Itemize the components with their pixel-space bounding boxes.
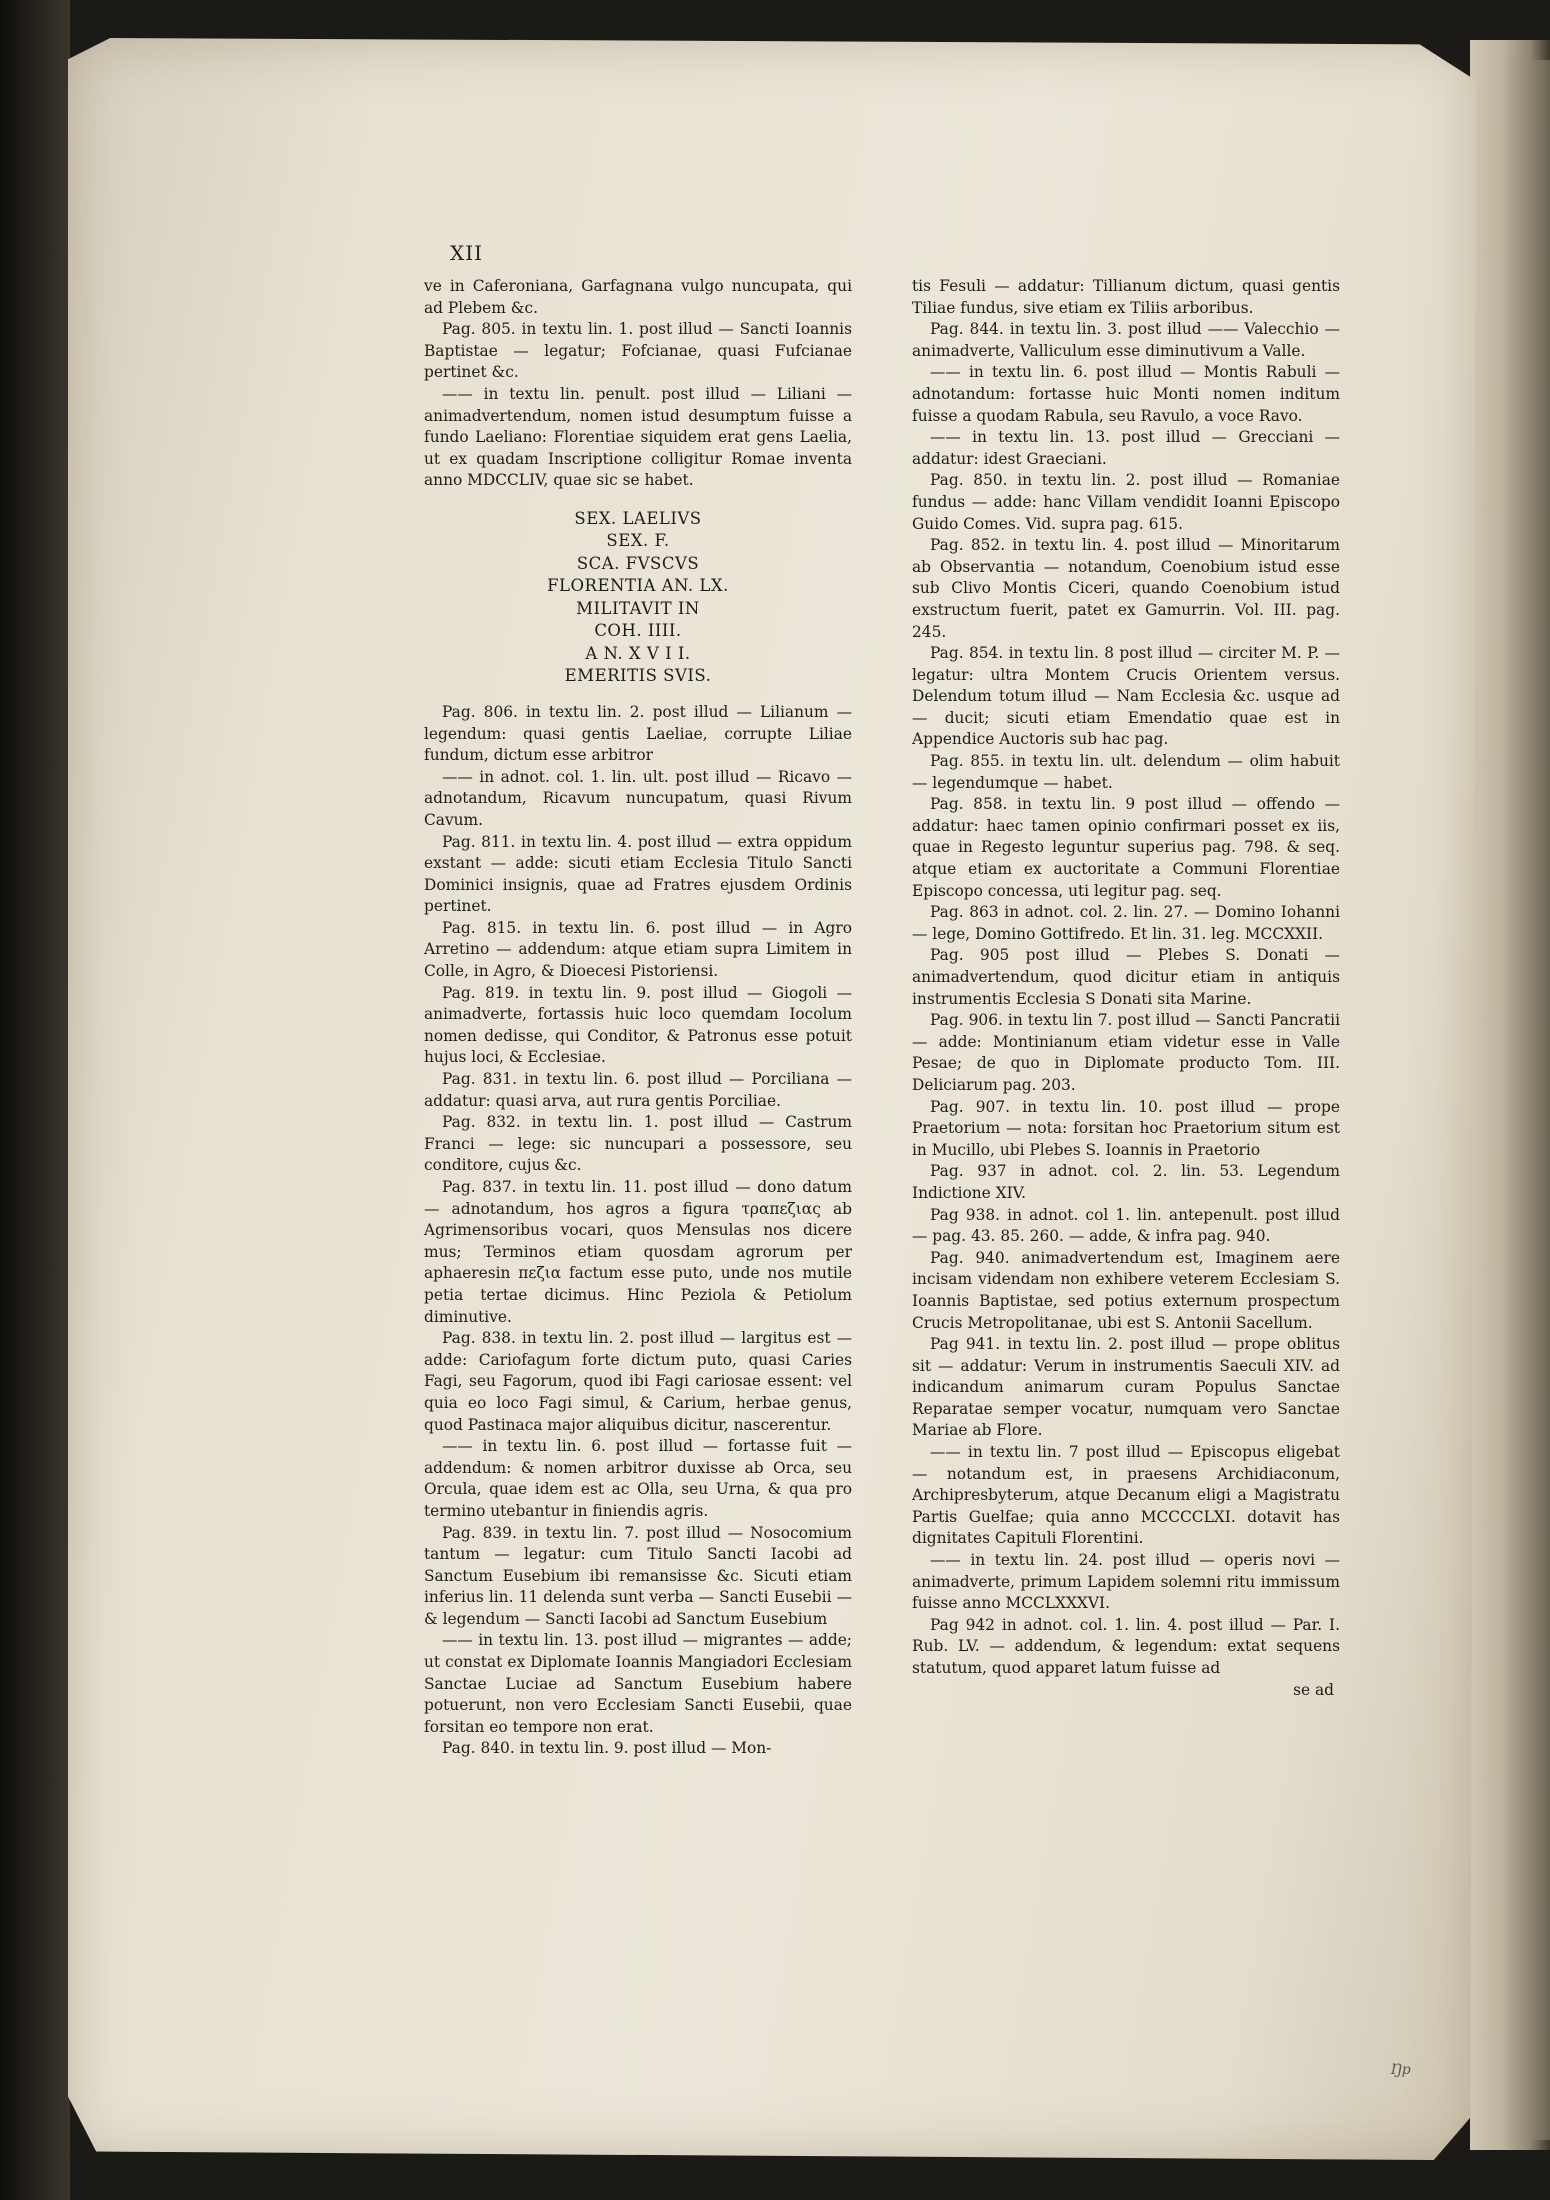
paragraph: Pag. 844. in textu lin. 3. post illud —— Valecchio — animadverte, Valliculum esse diminutivum a Valle. [912, 320, 1340, 360]
paragraph: Pag. 831. in textu lin. 6. post illud — Porciliana — addatur: quasi arva, aut rura gentis Porciliae. [424, 1070, 852, 1110]
paragraph: Pag. 837. in textu lin. 11. post illud — dono datum — adnotandum, hos agros a figura τραπεζιας ab Agrimensoribus vocari, quos Mensulas nos dicere mus; Terminos etiam quosdam agrorum per aphaeresin πεζια factum esse puto, unde nos mutile petia tertae dicimus. Hinc Peziola & Petiolum diminutive. [424, 1178, 852, 1326]
inscription-line: SEX. LAELIVS [574, 508, 702, 528]
paragraph: —— in textu lin. 13. post illud — Grecciani — addatur: idest Graeciani. [912, 428, 1340, 468]
paragraph: Pag. 811. in textu lin. 4. post illud — extra oppidum exstant — adde: sicuti etiam Ecclesia Titulo Sancti Dominici insignis, quae ad Fratres ejusdem Ordinis pertinet. [424, 832, 852, 916]
paragraph: Pag. 907. in textu lin. 10. post illud — prope Praetorium — nota: forsitan hoc Praetorium situm est in Mucillo, ubi Plebes S. Ioannis in Praetorio [912, 1097, 1340, 1159]
page-number: XII [450, 241, 484, 265]
paragraph: Pag. 819. in textu lin. 9. post illud — Giogoli — animadverte, fortassis huic loco quemdam Iocolum nomen dedisse, qui Conditor, & Patronus esse potuit hujus loci, & Ecclesiae. [424, 983, 852, 1067]
paragraph: tis Fesuli — addatur: Tillianum dictum, quasi gentis Tiliae fundus, sive etiam ex Tiliis arboribus. [912, 277, 1340, 317]
paragraph: —— in textu lin. penult. post illud — Liliani — animadvertendum, nomen istud desumptum fuisse a fundo Laeliano: Florentiae siquidem erat gens Laelia, ut ex quadam Inscriptione colligitur Romae inventa anno MDCCLIV, quae sic se habet. [424, 384, 852, 490]
inscription-line: SCA. FVSCVS [576, 553, 700, 573]
catchword: se ad [1293, 1680, 1334, 1699]
handwritten-signature: Ŋp [1390, 2062, 1411, 2078]
inscription-line: FLORENTIA AN. LX. [547, 576, 729, 596]
inscription-line: A N. X V I I. [585, 643, 691, 663]
paragraph: —— in textu lin. 6. post illud — fortasse fuit — addendum: & nomen arbitror duxisse ab Orca, seu Orcula, quae idem est ac Olla, seu Urna, & qua pro termino utebantur in finiendis agris. [424, 1437, 852, 1520]
paragraph: Pag. 863 in adnot. col. 2. lin. 27. — Domino Iohanni — lege, Domino Gottifredo. Et lin. 31. leg. MCCXXII. [912, 903, 1340, 943]
underlying-page-shadow [1505, 60, 1550, 2140]
paragraph: —— in textu lin. 13. post illud — migrantes — adde; ut constat ex Diplomate Ioannis Mangiadori Ecclesiam Sanctae Luciae ad Sanctum Eusebium habere potuerunt, non vero Ecclesiam Sancti Eusebii, quae forsitan eo tempore non erat. [424, 1631, 852, 1736]
paragraph: —— in textu lin. 6. post illud — Montis Rabuli — adnotandum: fortasse huic Monti nomen inditum fuisse a quodam Rabula, seu Ravulo, a voce Ravo. [912, 363, 1340, 425]
inscription-line: COH. IIII. [594, 621, 682, 641]
paragraph: Pag. 906. in textu lin 7. post illud — Sancti Pancratii — adde: Montinianum etiam videtur esse in Valle Pesae; de quo in Diplomate producto Tom. III. Deliciarum pag. 203. [912, 1011, 1340, 1094]
inscription-line: EMERITIS SVIS. [564, 666, 712, 686]
book-binding-edge [0, 0, 70, 2200]
right-column [912, 276, 1340, 1701]
paragraph: Pag 938. in adnot. col 1. lin. antepenult. post illud — pag. 43. 85. 260. — adde, & infra pag. 940. [912, 1205, 1340, 1246]
paragraph: Pag. 854. in textu lin. 8 post illud — circiter M. P. — legatur: ultra Montem Crucis Orientem versus. Delendum totum illud — Nam Ecclesia &c. usque ad — ducit; sicuti etiam Emendatio quae est in Appendice Auctoris sub hac pag. [912, 644, 1340, 749]
inscription-line: MILITAVIT IN [576, 598, 700, 618]
paragraph: Pag. 840. in textu lin. 9. post illud — Mon- [442, 1739, 772, 1758]
paragraph: Pag. 940. animadvertendum est, Imaginem aere incisam videndam non exhibere veterem Ecclesiam S. Ioannis Baptistae, sed potius externum prospectum Crucis Metropolitanae, ubi est S. Antonii Sacellum. [912, 1248, 1340, 1332]
paragraph: Pag 941. in textu lin. 2. post illud — prope oblitus sit — addatur: Verum in instrumentis Saeculi XIV. ad indicandum animarum curam Populus Sanctae Reparatae semper vocatur, numquam vero Sanctae Mariae ab Flore. [912, 1335, 1340, 1440]
inscription-block [424, 508, 852, 688]
paragraph: —— in textu lin. 24. post illud — operis novi — animadverte, primum Lapidem solemni ritu immissum fuisse anno MCCLXXXVI. [912, 1551, 1340, 1613]
paragraph: Pag. 858. in textu lin. 9 post illud — offendo — addatur: haec tamen opinio confirmari posset ex iis, quae in Regesto leguntur superius pag. 798. & seq. atque etiam ex auctoritate a Communi Florentiae Episcopo concessa, uti legitur pag. seq. [912, 795, 1340, 900]
paragraph: ve in Caferoniana, Garfagnana vulgo nuncupata, qui ad Plebem &c. [424, 277, 852, 317]
paragraph: Pag. 850. in textu lin. 2. post illud — Romaniae fundus — adde: hanc Villam vendidit Ioanni Episcopo Guido Comes. Vid. supra pag. 615. [912, 471, 1340, 533]
paragraph: Pag. 852. in textu lin. 4. post illud — Minoritarum ab Observantia — notandum, Coenobium istud esse sub Clivo Montis Ciceri, quando Coenobium istud exstructum fuerit, patet ex Gamurrin. Vol. III. pag. 245. [912, 536, 1340, 641]
paragraph: Pag. 838. in textu lin. 2. post illud — largitus est — adde: Cariofagum forte dictum puto, quasi Caries Fagi, seu Fagorum, quod ibi Fagi cariosae essent: vel quia eo loco Fagi simul, & Carium, herbae genus, quod Pastinaca major aliquibus dicitur, nascerentur. [424, 1329, 852, 1434]
paragraph: Pag. 855. in textu lin. ult. delendum — olim habuit — legendumque — habet. [912, 752, 1340, 792]
paragraph: Pag. 937 in adnot. col. 2. lin. 53. Legendum Indictione XIV. [912, 1162, 1340, 1202]
paragraph: Pag. 832. in textu lin. 1. post illud — Castrum Franci — lege: sic nuncupari a possessore, seu conditore, cujus &c. [424, 1113, 852, 1175]
paragraph: Pag. 839. in textu lin. 7. post illud — Nosocomium tantum — legatur: cum Titulo Sancti Iacobi ad Sanctum Eusebium ibi remansisse &c. Sicuti etiam inferius lin. 11 delenda sunt verba — Sancti Eusebii — & legendum — Sancti Iacobi ad Sanctum Eusebium [424, 1523, 852, 1628]
left-column [424, 276, 852, 1760]
paragraph: Pag. 815. in textu lin. 6. post illud — in Agro Arretino — addendum: atque etiam supra Limitem in Colle, in Agro, & Dioecesi Pistoriensi. [424, 918, 852, 981]
paragraph: Pag. 805. in textu lin. 1. post illud — Sancti Ioannis Baptistae — legatur; Fofcianae, quasi Fufcianae pertinet &c. [424, 320, 852, 382]
paragraph: Pag. 905 post illud — Plebes S. Donati — animadvertendum, quod dicitur etiam in antiquis instrumentis Ecclesia S Donati sita Marine. [912, 946, 1340, 1008]
paragraph: Pag. 806. in textu lin. 2. post illud — Lilianum — legendum: quasi gentis Laeliae, corrupte Liliae fundum, dictum esse arbitror [424, 702, 852, 765]
paragraph: —— in textu lin. 7 post illud — Episcopus eligebat — notandum est, in praesens Archidiaconum, Archipresbyterum, atque Decanum eligi a Magistratu Partis Guelfae; quia anno MCCCCLXI. dotavit has dignitates Capituli Florentini. [912, 1443, 1340, 1548]
inscription-line: SEX. F. [606, 531, 670, 551]
paragraph: Pag 942 in adnot. col. 1. lin. 4. post illud — Par. I. Rub. LV. — addendum, & legendum: extat sequens statutum, quod apparet latum fuisse ad [912, 1615, 1340, 1677]
paragraph: —— in adnot. col. 1. lin. ult. post illud — Ricavo — adnotandum, Ricavum nuncupatum, quasi Rivum Cavum. [424, 767, 852, 829]
